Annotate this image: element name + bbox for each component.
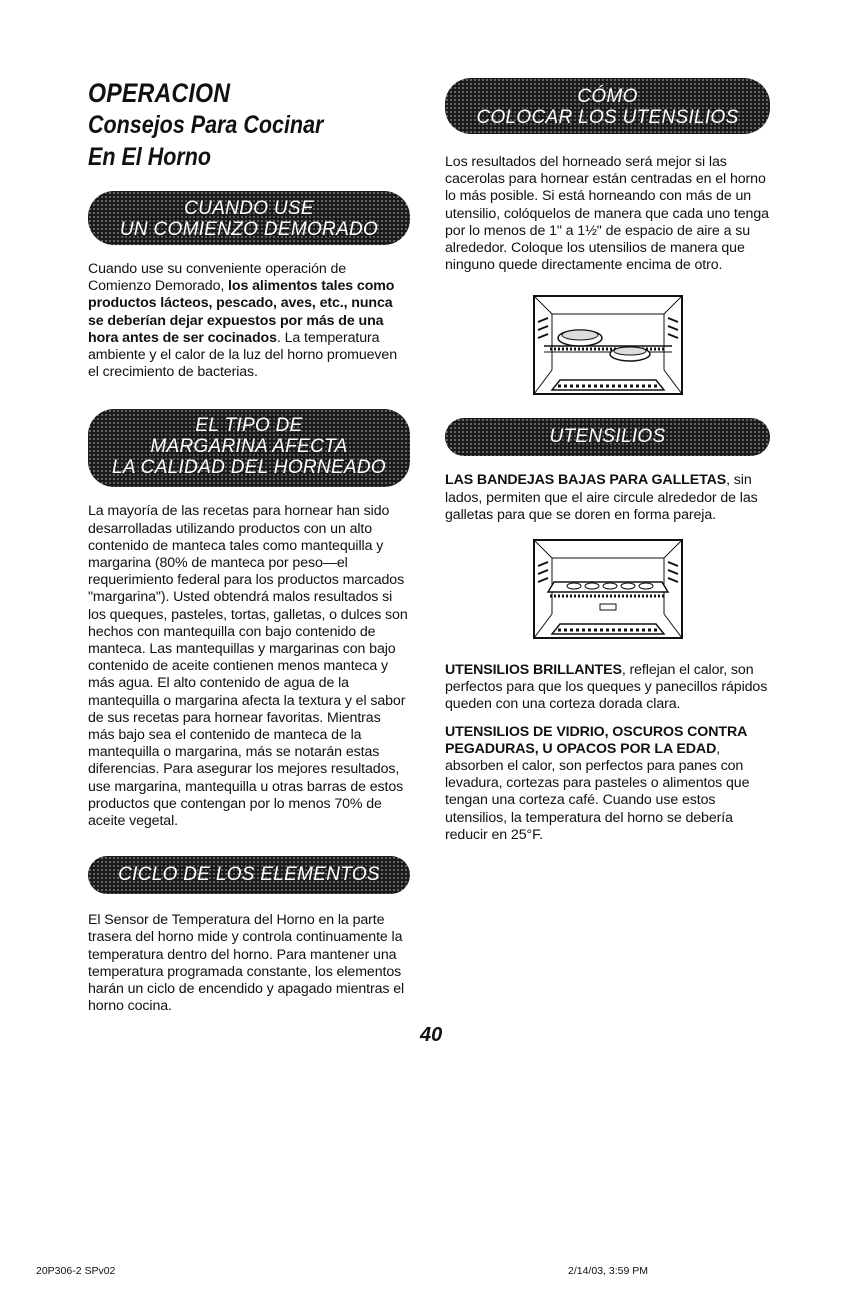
footer-left: 20P306-2 SPv02 bbox=[36, 1265, 116, 1277]
pan-placement-paragraph: Los resultados del horneado será mejor si las cacerolas para hornear están centradas en el horno lo más posible. Si está horneando con más de un utensilio, colóquelos de manera que cada uno tenga por lo menos de 1" a 1½" de espacio de aire a su alrededor. Coloque los utensilios de manera que ninguno quede directamente encima de otro. bbox=[445, 154, 769, 274]
shiny-utensils-paragraph: UTENSILIOS BRILLANTES, reflejan el calor, son perfectos para que los queques y panecillos rápidos queden con una corteza dorada clara. bbox=[445, 662, 768, 713]
delayed-start-paragraph: Cuando use su conveniente operación de Comienzo Demorado, los alimentos tales como productos lácteos, pescado, aves, etc., nunca se deberían dejar expuestos por más de una hora antes de ser cocinados. La temperatura ambiente y el calor de la luz del horno promueven el crecimiento de bacterias. bbox=[88, 261, 397, 381]
pill-line: MARGARINA AFECTA bbox=[150, 436, 348, 458]
pill-line: EL TIPO DE bbox=[195, 415, 303, 437]
pill-line: CICLO DE LOS ELEMENTOS bbox=[118, 864, 380, 886]
cookie-sheets-paragraph: LAS BANDEJAS BAJAS PARA GALLETAS, sin lados, permiten que el aire circule alrededor de las galletas para que se doren en forma pareja. bbox=[445, 472, 758, 523]
page-title: OPERACION bbox=[88, 78, 231, 108]
element-cycle-paragraph: El Sensor de Temperatura del Horno en la parte trasera del horno mide y controla continuamente la temperatura dentro del horno. Para mantener una temperatura programada constante, los elementos harán un ciclo de encendido y apagado mientras el horno cocina. bbox=[88, 912, 405, 1015]
page-subtitle-line2: En El Horno bbox=[88, 143, 212, 171]
section-header-utensils bbox=[445, 418, 770, 456]
dark-glass-utensils-paragraph: UTENSILIOS DE VIDRIO, OSCUROS CONTRA PEGADURAS, U OPACOS POR LA EDAD, absorben el calor, son perfectos para panes con levadura, cortezas para pasteles o alimentos que tengan una corteza café. Cuando use estos utensilios, la temperatura del horno se debería reducir en 25°F. bbox=[445, 723, 750, 843]
section-header-pan-placement bbox=[445, 78, 770, 134]
pill-line: COLOCAR LOS UTENSILIOS bbox=[476, 107, 739, 128]
section-header-margarine bbox=[88, 409, 410, 487]
pill-line: CUANDO USE bbox=[184, 198, 314, 219]
pill-line: UTENSILIOS bbox=[549, 426, 666, 448]
left-column bbox=[88, 78, 410, 1016]
warning-text: los alimentos tales como productos lácteos, pescado, aves, etc., nunca se deberían dejar expuestos por más de una hora antes de ser cocinados bbox=[88, 278, 395, 346]
footer-right: 2/14/03, 3:59 PM bbox=[568, 1265, 648, 1277]
page-number: 40 bbox=[420, 1024, 443, 1046]
pill-line: CÓMO bbox=[577, 86, 638, 107]
oven-two-pans-illustration bbox=[530, 294, 686, 398]
margarine-paragraph: La mayoría de las recetas para hornear han sido desarrolladas utilizando productos con un alto contenido de manteca tales como mantequilla y margarina (80% de manteca por peso—el requerimiento federal para los productos marcados "margarina"). Usted obtendrá malos resultados si los queques, pasteles, tortas, galletas, o dulces son hechos con mantequilla con bajo contenido de manteca. Las mantequillas y margarinas con bajo contenido de aceite contienen menos manteca y más agua. El alto contenido de agua de la mantequilla o margarina afecta la textura y el sabor de sus recetas para hornear favoritas. Mientras más bajo sea el contenido de manteca de la mantequilla o margarina, más se notarán estas diferencias. Para asegurar los mejores resultados, use margarina, mantequilla u otras barras de estos productos que contengan por lo menos 70% de aceite vegetal. bbox=[88, 503, 408, 830]
page-subtitle-line1: Consejos Para Cocinar bbox=[88, 111, 324, 139]
right-column bbox=[445, 78, 770, 844]
pill-line: LA CALIDAD DEL HORNEADO bbox=[111, 457, 387, 479]
section-header-element-cycle bbox=[88, 856, 410, 894]
oven-cookie-sheet-illustration bbox=[530, 538, 686, 642]
pill-line: UN COMIENZO DEMORADO bbox=[119, 219, 379, 240]
section-header-delayed-start bbox=[88, 191, 410, 245]
